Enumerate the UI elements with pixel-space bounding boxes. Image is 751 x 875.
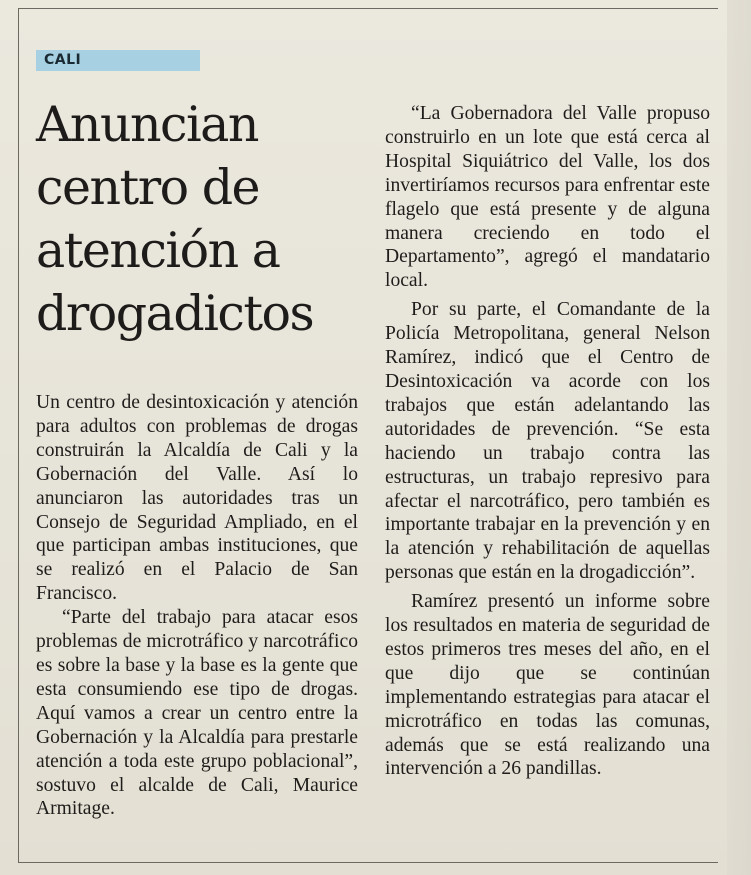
headline: Anuncian centro de atención a drogadictos [36,96,314,342]
paragraph: Ramírez presentó un informe sobre los resultados en materia de seguridad de estos primeros tres meses del año, en el que dijo que se continúan implementando estrategias para atacar el microtráfico en todas las comunas, además que se está realizando una intervención a 26 pandillas. [385,591,710,780]
article-column-right [385,102,710,781]
section-label: CALI [36,50,200,71]
adjacent-page-edge [727,0,751,875]
paragraph: Por su parte, el Comandante de la Policía Metropolitana, general Nelson Ramírez, indicó que el Centro de Desintoxicación va acorde con los trabajos que están adelantando las autoridades de prevención. “Se esta haciendo un trabajo contra las estructuras, un trabajo represivo para afectar el narcotráfico, pero también es importante trabajar en la prevención y en la atención y rehabilitación de aquellas personas que están en la drogadicción”. [385,299,710,584]
paragraph: “Parte del trabajo para atacar esos problemas de microtráfico y narcotráfico es sobre la base y la base es la gente que esta consumiendo ese tipo de drogas. Aquí vamos a crear un centro entre la Gobernación y la Alcaldía para prestarle atención a toda este grupo poblacional”, sostuvo el alcalde de Cali, Maurice Armitage. [36,607,358,820]
article-column-left [36,391,358,821]
paragraph: “La Gobernadora del Valle propuso construirlo en un lote que está cerca al Hospital Siquiátrico del Valle, los dos invertiríamos recursos para enfrentar este flagelo que está presente y de alguna manera creciendo en todo el Departamento”, agregó el mandatario local. [385,103,710,292]
left-border-rule [18,8,19,863]
paragraph: Un centro de desintoxicación y atención para adultos con problemas de drogas construirán la Alcaldía de Cali y la Gobernación del Valle. Así lo anunciaron las autoridades tras un Consejo de Seguridad Ampliado, en el que participan ambas instituciones, que se realizó en el Palacio de San Francisco. [36,392,358,605]
bottom-border-rule [18,862,718,863]
top-border-rule [18,8,718,9]
